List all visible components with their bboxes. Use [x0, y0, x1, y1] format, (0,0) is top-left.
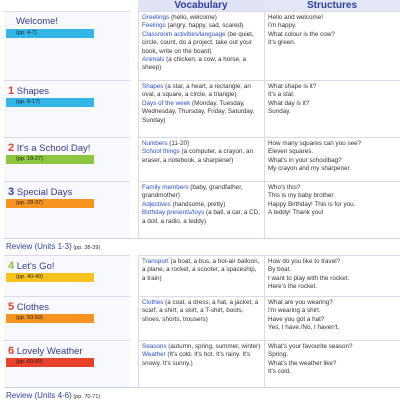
unit-pages-tag: (pp. 60-69) — [6, 358, 94, 367]
structure-line: What's the weather like? — [268, 359, 337, 367]
vocabulary-topic: Seasons — [142, 343, 167, 350]
unit-row — [0, 181, 400, 238]
vocabulary-topic: School things — [142, 148, 180, 156]
vocabulary-items: (baby, grandfather, grandmother) — [142, 184, 243, 200]
structure-line: What shape is it? — [268, 83, 317, 90]
vocabulary-items: (a computer, a crayon, an eraser, a notebook, a sharpener) — [142, 148, 253, 164]
unit-row — [0, 296, 400, 340]
structures-cell — [264, 181, 400, 238]
unit-name: Let's Go! — [16, 261, 55, 272]
structure-line: How do you like to travel? — [268, 258, 341, 265]
review-divider — [4, 387, 400, 388]
unit-name: Welcome! — [16, 16, 59, 27]
unit-cell — [4, 255, 130, 296]
vocabulary-items: (handsome, pretty) — [170, 200, 226, 208]
unit-pages-tag: (pp. 50-59) — [6, 314, 94, 323]
vocabulary-items: (a boat, a bus, a hot-air balloon, a plane, a rocket, a scooter, a spaceship, a train) — [142, 258, 260, 282]
vocabulary-items: (be quiet, circle, count, do a project, take out your book, write on the board) — [142, 30, 254, 55]
vocabulary-topic: Weather — [142, 351, 166, 359]
structure-line: My crayon and my sharpener. — [268, 165, 351, 173]
structure-line: Have you got a hat? — [268, 315, 325, 323]
structure-line: I want to play with the rocket. — [268, 274, 350, 282]
structures-cell — [264, 255, 400, 296]
structure-line: By boat. — [268, 266, 292, 274]
unit-number: 1 — [8, 85, 15, 97]
vocabulary-header: Vocabulary — [174, 0, 228, 11]
structure-line: A teddy! Thank you! — [268, 209, 324, 217]
structure-line: What's your favourite season? — [268, 343, 353, 350]
vocabulary-topic: Days of the week — [142, 99, 191, 107]
structures-cell — [264, 80, 400, 137]
unit-name: Lovely Weather — [16, 346, 83, 357]
structure-line: Spring. — [268, 351, 288, 359]
unit-cell — [4, 181, 130, 238]
unit-title[interactable] — [8, 301, 49, 313]
vocabulary-items: (a star, a heart, a rectangle, an oval, a square, a circle, a triangle) — [142, 83, 251, 99]
unit-cell — [4, 340, 130, 387]
structure-line: Hello and welcome! — [268, 14, 323, 21]
vocabulary-topic: Numbers — [142, 140, 168, 147]
structure-line: Who's this? — [268, 184, 301, 191]
vocabulary-items: (autumn, spring, summer, winter) — [166, 343, 261, 350]
structure-line: It's cold. — [268, 368, 291, 376]
unit-cell — [4, 137, 130, 181]
vocabulary-topic: Feelings — [142, 22, 166, 30]
structure-line: Yes, I have./No, I haven't. — [268, 324, 340, 332]
structure-line: I'm happy. — [268, 22, 297, 30]
review-pages: (pp. 70-71) — [71, 394, 101, 400]
unit-pages-tag: (pp. 28-37) — [6, 199, 94, 208]
vocabulary-cell — [138, 181, 264, 238]
review-pages: (pp. 38-39) — [71, 245, 101, 251]
unit-row — [0, 80, 400, 137]
structure-line: How many squares can you see? — [268, 140, 362, 147]
unit-name: Clothes — [16, 302, 49, 313]
structures-cell — [264, 11, 400, 80]
vocabulary-cell — [138, 11, 264, 80]
vocabulary-items: (a chicken, a cow, a horse, a sheep) — [142, 56, 246, 72]
vocabulary-topic: Classroom activities/language — [142, 30, 226, 38]
unit-number: 3 — [8, 186, 15, 198]
vocabulary-topic: Greetings — [142, 14, 170, 21]
unit-pages-tag: (pp. 4-7) — [6, 29, 94, 38]
vocabulary-cell — [138, 340, 264, 387]
vocabulary-topic: Animals — [142, 56, 165, 64]
structure-line: This is my baby brother. — [268, 192, 335, 200]
structure-line: What are you wearing? — [268, 299, 333, 306]
unit-cell — [4, 11, 130, 80]
structure-line: I'm wearing a shirt. — [268, 307, 321, 315]
structure-line: What's in your schoolbag? — [268, 156, 342, 164]
unit-title[interactable] — [8, 142, 90, 154]
structure-line: What day is it? — [268, 99, 310, 107]
unit-title[interactable] — [16, 16, 58, 27]
structure-line: What colour is the cow? — [268, 30, 335, 38]
unit-number: 4 — [8, 260, 15, 272]
review-divider — [4, 238, 400, 239]
structure-line: Eleven squares. — [268, 148, 314, 156]
unit-name: It's a School Day! — [16, 143, 91, 154]
unit-name: Shapes — [16, 86, 49, 97]
unit-pages-tag: (pp. 8-17) — [6, 98, 94, 107]
structures-cell — [264, 137, 400, 181]
unit-title[interactable] — [8, 345, 83, 357]
review-label: Review (Units 4-6) — [6, 391, 72, 400]
vocabulary-topic: Birthday presents/toys — [142, 209, 205, 217]
review-row[interactable] — [6, 391, 100, 400]
structure-line: Sunday. — [268, 108, 291, 116]
structures-cell — [264, 340, 400, 387]
review-label: Review (Units 1-3) — [6, 242, 72, 251]
review-row[interactable] — [6, 242, 100, 251]
structures-cell — [264, 296, 400, 340]
vocabulary-topic: Clothes — [142, 299, 164, 306]
vocabulary-items: (Monday, Tuesday, Wednesday, Thursday, Friday, Saturday, Sunday) — [142, 99, 255, 124]
structures-header: Structures — [306, 0, 357, 11]
unit-number: 6 — [8, 345, 15, 357]
unit-row — [0, 255, 400, 296]
vocabulary-topic: Transport — [142, 258, 169, 265]
vocabulary-topic: Shapes — [142, 83, 164, 90]
vocabulary-topic: Adjectives — [142, 200, 171, 208]
unit-pages-tag: (pp. 40-49) — [6, 273, 94, 282]
vocabulary-items: (angry, happy, sad, scared) — [165, 22, 244, 30]
vocabulary-items: (It's cold. It's hot. It's rainy. It's snowy. It's sunny.) — [142, 351, 251, 367]
vocabulary-cell — [138, 80, 264, 137]
unit-name: Special Days — [16, 187, 73, 198]
unit-row — [0, 137, 400, 181]
vocabulary-items: (11-20) — [167, 140, 190, 147]
unit-number: 2 — [8, 142, 15, 154]
structure-line: It's a star. — [268, 91, 295, 99]
unit-pages-tag: (pp. 18-27) — [6, 155, 94, 164]
vocabulary-cell — [138, 255, 264, 296]
unit-cell — [4, 296, 130, 340]
unit-title[interactable] — [8, 186, 72, 198]
unit-title[interactable] — [8, 85, 49, 97]
vocabulary-cell — [138, 137, 264, 181]
structure-line: Happy Birthday! This is for you. — [268, 200, 356, 208]
vocabulary-topic: Family members — [142, 184, 189, 191]
unit-cell — [4, 80, 130, 137]
vocabulary-cell — [138, 296, 264, 340]
unit-row — [0, 11, 400, 80]
vocabulary-items: (a ball, a car, a CD, a doll, a radio, a teddy) — [142, 209, 260, 225]
unit-title[interactable] — [8, 260, 55, 272]
vocabulary-items: (a coat, a dress, a hat, a jacket, a scarf, a shirt, a skirt, a T-shirt, boots, shoes, shorts, trousers) — [142, 299, 259, 323]
structure-line: Here's the rocket. — [268, 283, 318, 291]
unit-number: 5 — [8, 301, 15, 313]
vocabulary-items: (hello, welcome) — [169, 14, 217, 21]
unit-row — [0, 340, 400, 387]
structure-line: It's green. — [268, 39, 296, 47]
